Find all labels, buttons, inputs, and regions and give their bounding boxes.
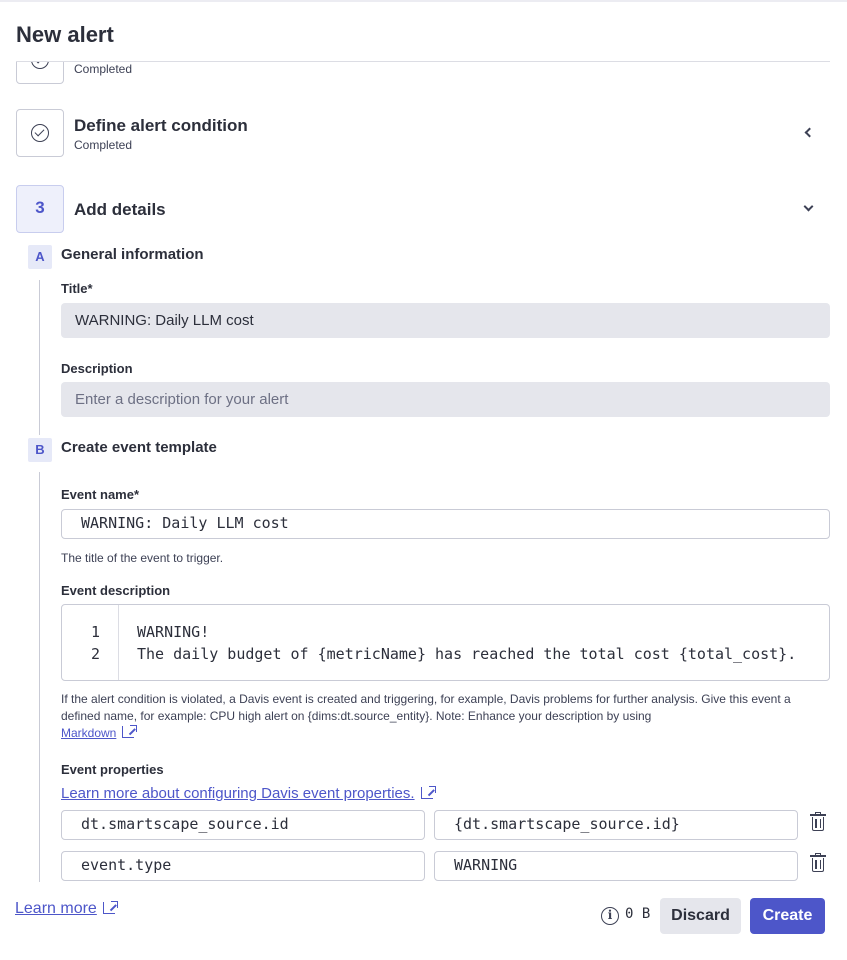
trash-icon[interactable] (810, 812, 826, 832)
markdown-link[interactable]: Markdown (61, 726, 117, 740)
step-3-number-box[interactable] (16, 185, 64, 233)
chevron-left-icon[interactable] (805, 128, 815, 138)
learn-more-label[interactable]: Learn more (15, 900, 97, 917)
title-input[interactable]: WARNING: Daily LLM cost (61, 303, 830, 338)
check-circle-icon (31, 62, 49, 69)
section-a-badge: A (28, 245, 52, 269)
event-name-input[interactable]: WARNING: Daily LLM cost (61, 509, 830, 539)
event-description-editor[interactable] (61, 604, 830, 681)
step-3-title[interactable]: Add details (74, 200, 166, 219)
event-properties-link[interactable]: Learn more about configuring Davis event properties. (61, 785, 415, 802)
top-divider (0, 0, 847, 2)
event-description-help (61, 691, 831, 742)
learn-more-link[interactable] (15, 900, 115, 918)
step-2-title[interactable]: Define alert condition (74, 116, 248, 135)
wizard-scroll-area[interactable] (0, 62, 847, 882)
property-value-input[interactable]: WARNING (434, 851, 798, 881)
line-number: 2 (90, 645, 100, 663)
info-icon[interactable]: i (601, 907, 619, 925)
create-button[interactable]: Create (750, 898, 825, 934)
payload-size: 0 B (625, 906, 651, 922)
event-description-label: Event description (61, 583, 171, 598)
step-2-status-box[interactable] (16, 109, 64, 157)
page-title: New alert (16, 22, 114, 47)
description-input[interactable]: Enter a description for your alert (61, 382, 830, 417)
step-2-status: Completed (74, 138, 133, 152)
external-link-icon[interactable] (103, 902, 115, 914)
trash-icon[interactable] (810, 853, 826, 873)
description-label: Description (61, 361, 133, 376)
event-name-help: The title of the event to trigger. (61, 551, 224, 565)
event-name-label: Event name* (61, 487, 140, 502)
line-number: 1 (90, 623, 100, 641)
external-link-icon[interactable] (122, 726, 134, 738)
property-key-input[interactable]: dt.smartscape_source.id (61, 810, 425, 840)
property-key-input[interactable]: event.type (61, 851, 425, 881)
title-label: Title* (61, 281, 93, 296)
code-line[interactable]: The daily budget of {metricName} has reached the total cost {total_cost}. (137, 645, 797, 663)
line-number-gutter (62, 605, 119, 680)
section-b-title: Create event template (61, 439, 217, 456)
external-link-icon[interactable] (421, 787, 433, 799)
code-line[interactable]: WARNING! (137, 623, 210, 641)
event-properties-label: Event properties (61, 762, 164, 777)
event-description-help-text: If the alert condition is violated, a Davis event is created and triggering, for example, Davis problems for further analysis. Give this event a defined name, for example: CPU high alert on {dims:dt.source_entity}. Note: Enhance your description by using (61, 692, 791, 723)
section-a-title: General information (61, 246, 204, 263)
step-3-number: 3 (35, 198, 45, 217)
discard-button[interactable]: Discard (660, 898, 741, 934)
chevron-down-icon[interactable] (804, 202, 814, 212)
property-value-input[interactable]: {dt.smartscape_source.id} (434, 810, 798, 840)
section-a-connector (39, 280, 40, 435)
event-properties-help (61, 785, 433, 802)
step-1-status-box (16, 62, 64, 84)
section-b-connector (39, 472, 40, 882)
step-1-status: Completed (74, 62, 133, 76)
section-b-badge: B (28, 438, 52, 462)
